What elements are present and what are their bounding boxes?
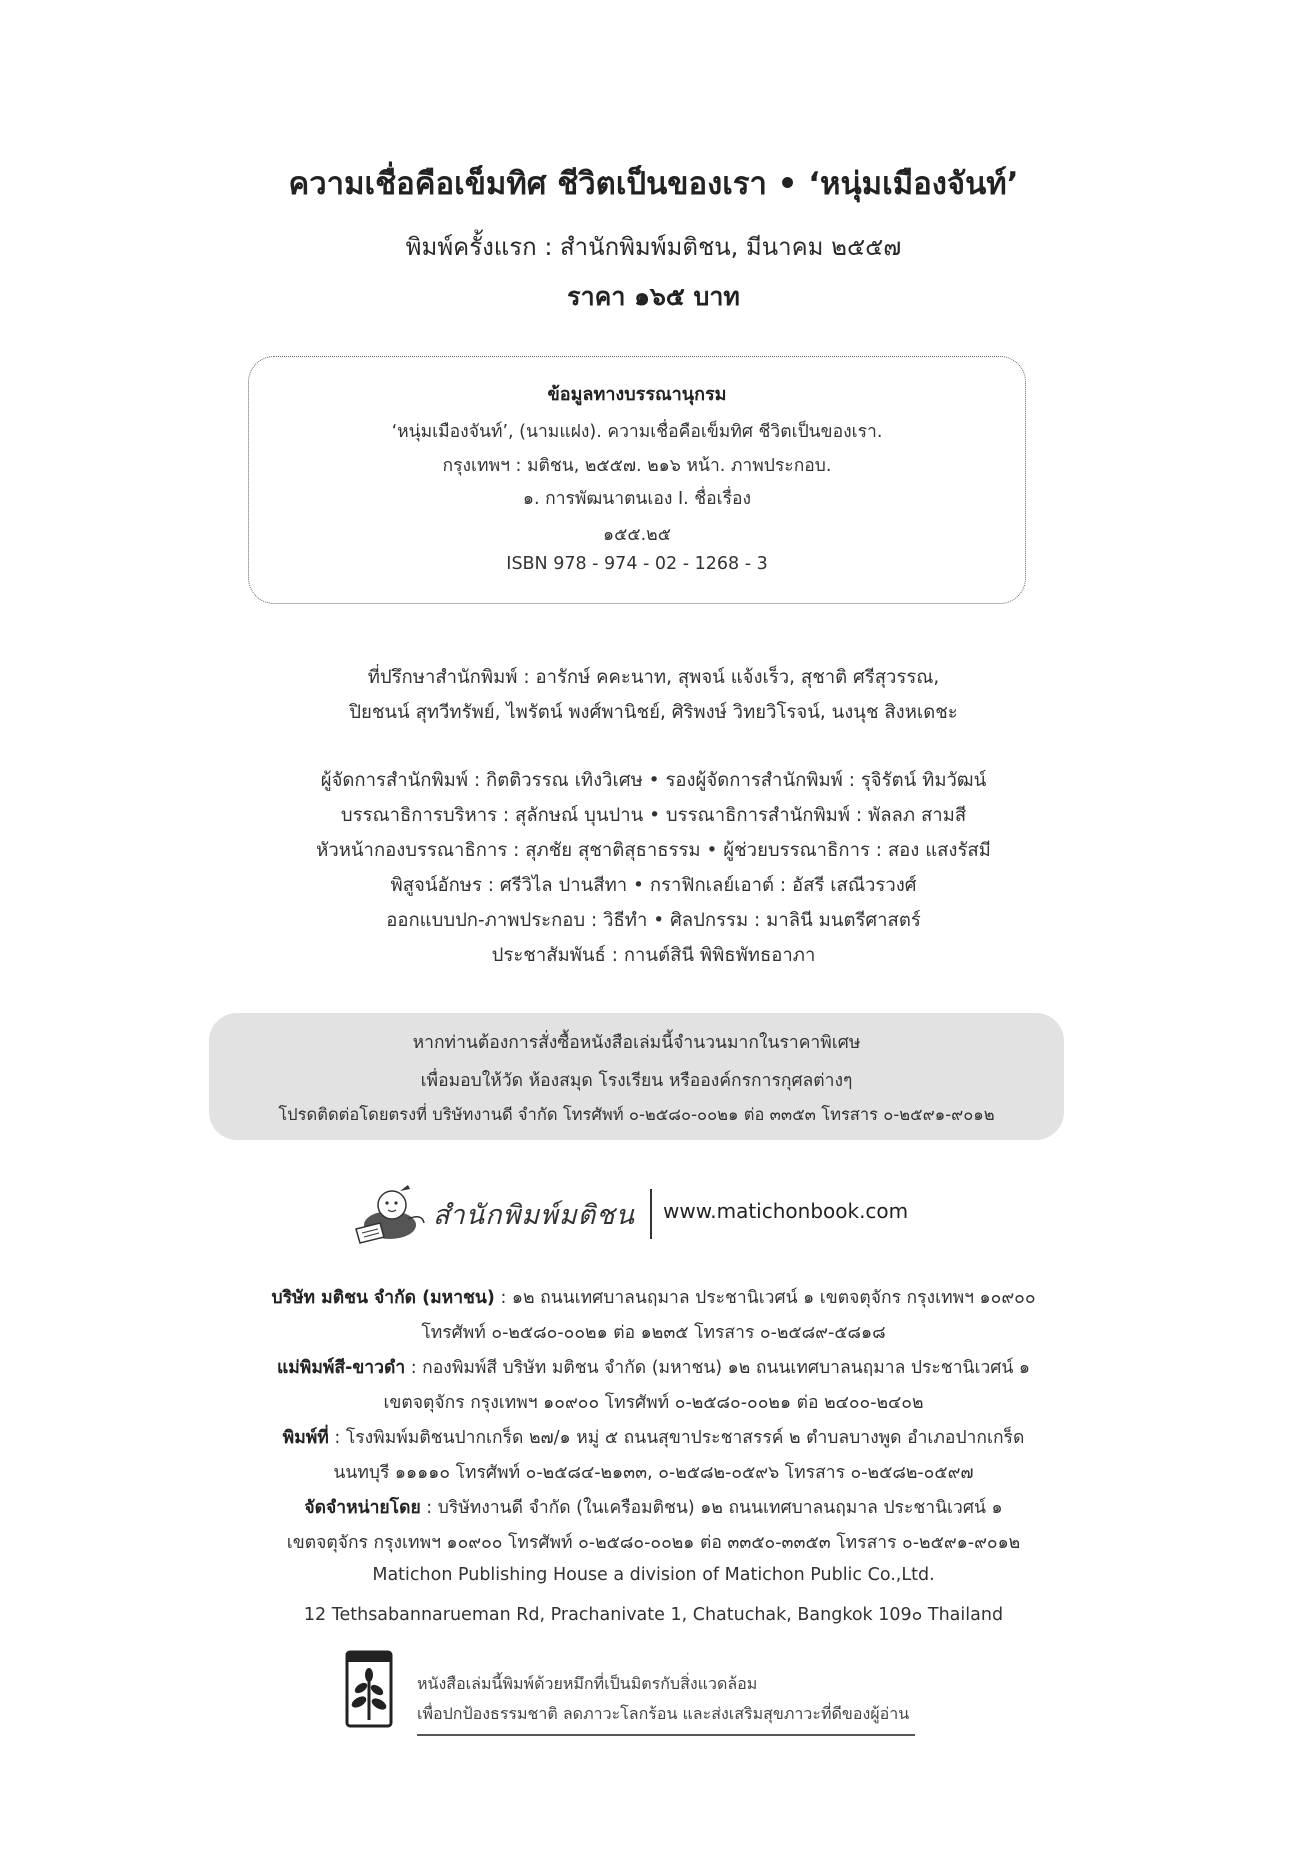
address-line [0, 1565, 1307, 1585]
address-line [0, 1353, 1307, 1381]
address-text: : โรงพิมพ์มติชนปากเกร็ด ๒๗/๑ หมู่ ๕ ถนนสุขาประชาสรรค์ ๒ ตำบลบางพูด อำเภอปากเกร็ด [328, 1428, 1025, 1448]
address-text: 12 Tethsabannarueman Rd, Prachanivate 1, Chatuchak, Bangkok 109๐ Thailand [303, 1605, 1004, 1625]
address-label: พิมพ์ที่ [282, 1428, 329, 1448]
publisher-logo [348, 1183, 948, 1249]
isbn: ISBN 978 - 974 - 02 - 1268 - 3 [506, 554, 768, 574]
staff-line: พิสูจน์อักษร : ศรีวิไล ปานสีทา • กราฟิกเลย์เอาต์ : อัสรี เสณีวรวงศ์ [390, 875, 917, 896]
staff-line: ออกแบบปก-ภาพประกอบ : วิธีทำ • ศิลปกรรม : มาลินี มนตรีศาสตร์ [386, 910, 921, 931]
address-text: นนทบุรี ๑๑๑๑๐ โทรศัพท์ ๐-๒๕๘๔-๒๑๓๓, ๐-๒๕๘๒-๐๕๙๖ โทรสาร ๐-๒๕๘๒-๐๕๙๗ [333, 1463, 974, 1483]
staff-line: ผู้จัดการสำนักพิมพ์ : กิตติวรรณ เทิงวิเศษ • รองผู้จัดการสำนักพิมพ์ : รุจิรัตน์ ทิมวัฒน์ [320, 770, 987, 791]
publisher-website: www.matichonbook.com [663, 1199, 909, 1223]
advisors-line: ปิยชนน์ สุทวีทรัพย์, ไพรัตน์ พงศ์พานิชย์, ศิริพงษ์ วิทยวิโรจน์, นงนุช สิงหเดชะ [349, 702, 958, 723]
eco-note-rule [417, 1734, 915, 1736]
bulk-order-line: หากท่านต้องการสั่งซื้อหนังสือเล่มนี้จำนวนมากในราคาพิเศษ [412, 1033, 861, 1053]
bulk-order-box [209, 1013, 1064, 1140]
bulk-order-line: เพื่อมอบให้วัด ห้องสมุด โรงเรียน หรือองค์กรการกุศลต่างๆ [420, 1071, 853, 1091]
staff-line: หัวหน้ากองบรรณาธิการ : สุภชัย สุชาติสุธาธรรม • ผู้ช่วยบรรณาธิการ : สอง แสงรัสมี [316, 840, 991, 861]
address-label: แม่พิมพ์สี-ขาวดำ [276, 1358, 406, 1378]
address-label: บริษัท มติชน จำกัด (มหาชน) [271, 1288, 495, 1308]
tree-book-icon [345, 1650, 395, 1730]
address-label: จัดจำหน่ายโดย [304, 1498, 421, 1518]
staff-line: ประชาสัมพันธ์ : กานต์สินี พิพิธพัทธอาภา [491, 945, 816, 966]
address-text: : กองพิมพ์สี บริษัท มติชน จำกัด (มหาชน) ๑๒ ถนนเทศบาลนฤมาล ประชานิเวศน์ ๑ [405, 1358, 1031, 1378]
price-line: ราคา ๑๖๕ บาท [567, 282, 740, 311]
address-line [0, 1423, 1307, 1451]
eco-note [345, 1650, 945, 1740]
address-line [0, 1600, 1307, 1628]
eco-note-line: เพื่อปกป้องธรรมชาติ ลดภาวะโลกร้อน และส่งเสริมสุขภาวะที่ดีของผู้อ่าน [417, 1704, 910, 1723]
classification-number: ๑๕๕.๒๕ [603, 525, 671, 545]
address-line [0, 1318, 1307, 1346]
cataloging-line: กรุงเทพฯ : มติชน, ๒๕๕๗. ๒๑๖ หน้า. ภาพประกอบ. [442, 456, 832, 476]
staff-line: บรรณาธิการบริหาร : สุลักษณ์ บุนปาน • บรรณาธิการสำนักพิมพ์ : พัลลภ สามสี [340, 805, 967, 826]
address-line [0, 1388, 1307, 1416]
address-line [0, 1528, 1307, 1556]
address-text: : ๑๒ ถนนเทศบาลนฤมาล ประชานิเวศน์ ๑ เขตจตุจักร กรุงเทพฯ ๑๐๙๐๐ [494, 1288, 1036, 1308]
address-text: Matichon Publishing House a division of Matichon Public Co.,Ltd. [372, 1565, 935, 1585]
cataloging-heading: ข้อมูลทางบรรณานุกรม [547, 384, 727, 405]
cataloging-line: ‘หนุ่มเมืองจันท์’, (นามแฝง). ความเชื่อคือเข็มทิศ ชีวิตเป็นของเรา. [391, 422, 883, 442]
book-title: ความเชื่อคือเข็มทิศ ชีวิตเป็นของเรา • ‘หนุ่มเมืองจันท์’ [288, 166, 1019, 202]
cataloging-box [248, 356, 1026, 604]
address-text: เขตจตุจักร กรุงเทพฯ ๑๐๙๐๐ โทรศัพท์ ๐-๒๕๘๐-๐๐๒๑ ต่อ ๓๓๕๐-๓๓๕๓ โทรสาร ๐-๒๕๙๑-๙๐๑๒ [286, 1533, 1021, 1553]
address-text: เขตจตุจักร กรุงเทพฯ ๑๐๙๐๐ โทรศัพท์ ๐-๒๕๘๐-๐๐๒๑ ต่อ ๒๔๐๐-๒๔๐๒ [383, 1393, 924, 1413]
bulk-order-contact: โปรดติดต่อโดยตรงที่ บริษัทงานดี จำกัด โทรศัพท์ ๐-๒๕๘๐-๐๐๒๑ ต่อ ๓๓๕๓ โทรสาร ๐-๒๕๙๑-๙๐๑๒ [278, 1105, 995, 1124]
advisors-line: ที่ปรึกษาสำนักพิมพ์ : อารักษ์ คคะนาท, สุพจน์ แจ้งเร็ว, สุชาติ ศรีสุวรรณ, [367, 667, 940, 688]
logo-divider [650, 1189, 652, 1239]
eco-note-line: หนังสือเล่มนี้พิมพ์ด้วยหมึกที่เป็นมิตรกับสิ่งแวดล้อม [417, 1674, 758, 1693]
cataloging-line: ๑. การพัฒนาตนเอง I. ชื่อเรื่อง [522, 489, 752, 509]
address-line [0, 1493, 1307, 1521]
address-line [0, 1458, 1307, 1486]
address-text: โทรศัพท์ ๐-๒๕๘๐-๐๐๒๑ ต่อ ๑๒๓๕ โทรสาร ๐-๒๕๘๙-๕๘๑๘ [421, 1323, 886, 1343]
address-line [0, 1283, 1307, 1311]
first-print-line: พิมพ์ครั้งแรก : สำนักพิมพ์มติชน, มีนาคม ๒๕๕๗ [405, 233, 902, 261]
matichon-mascot-icon [348, 1183, 426, 1249]
publisher-logo-name: สำนักพิมพ์มติชน [433, 1200, 635, 1231]
address-text: : บริษัทงานดี จำกัด (ในเครือมติชน) ๑๒ ถนนเทศบาลนฤมาล ประชานิเวศน์ ๑ [420, 1498, 1003, 1518]
